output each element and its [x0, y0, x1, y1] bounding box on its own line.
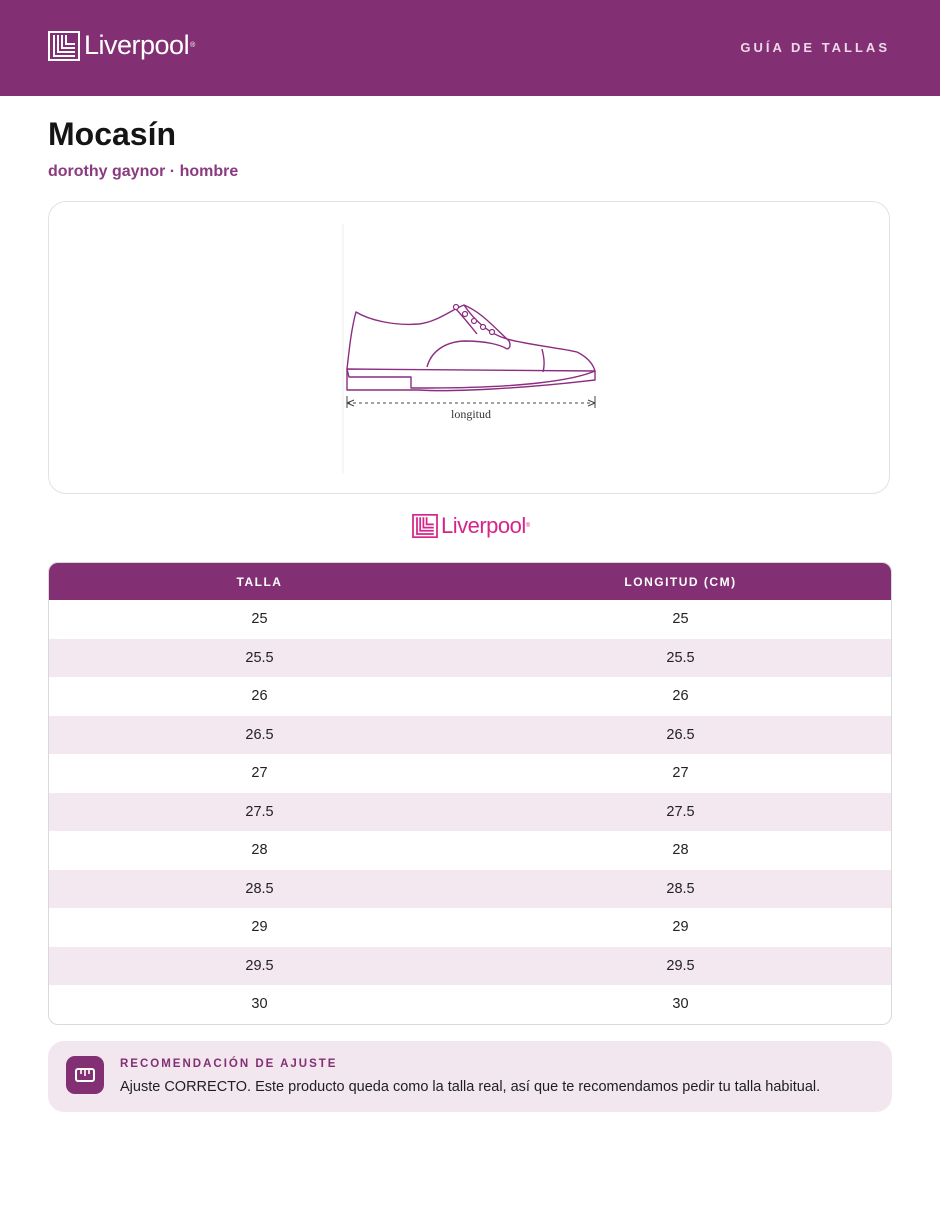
longitud-cell: 25.5: [666, 649, 695, 666]
fit-recommendation-box: [48, 1041, 892, 1112]
longitud-cell: 25: [672, 611, 689, 628]
product-title: Mocasín: [48, 116, 177, 152]
talla-cell: 29.5: [245, 957, 274, 974]
size-table-body: [49, 600, 891, 1024]
longitud-cell: 26.5: [666, 726, 695, 743]
table-row: [49, 985, 891, 1024]
longitud-cell: 26: [672, 688, 689, 705]
product-gender: hombre: [179, 163, 239, 180]
size-table-header: [49, 563, 891, 600]
table-row: [49, 639, 891, 678]
table-row: [49, 600, 891, 639]
longitud-cell: 29: [672, 919, 689, 936]
shoe-outline-icon: [49, 202, 891, 495]
size-guide-link[interactable]: GUÍA DE TALLAS: [740, 40, 890, 55]
talla-cell: 29: [251, 919, 268, 936]
talla-cell: 30: [251, 996, 268, 1013]
talla-cell: 27: [251, 765, 268, 782]
table-row: [49, 754, 891, 793]
longitud-cell: 29.5: [666, 957, 695, 974]
table-row: [49, 793, 891, 832]
column-header-talla: TALLA: [236, 574, 283, 589]
longitud-cell: 27.5: [666, 803, 695, 820]
table-row: [49, 831, 891, 870]
talla-cell: 27.5: [245, 803, 274, 820]
talla-cell: 25.5: [245, 649, 274, 666]
secondary-logo-registered-mark: ®: [525, 523, 531, 529]
table-row: [49, 908, 891, 947]
logo-registered-mark: ®: [190, 42, 196, 49]
longitud-cell: 28.5: [666, 880, 695, 897]
talla-cell: 28.5: [245, 880, 274, 897]
talla-cell: 26.5: [245, 726, 274, 743]
shoe-illustration-card: [48, 201, 890, 494]
table-row: [49, 677, 891, 716]
talla-cell: 28: [251, 842, 268, 859]
liverpool-logo[interactable]: [48, 30, 195, 61]
ruler-icon: [66, 1056, 104, 1094]
table-row: [49, 947, 891, 986]
secondary-logo-wordmark: Liverpool: [441, 513, 526, 538]
subtitle-separator: ·: [165, 163, 180, 180]
fit-recommendation-text: Ajuste CORRECTO. Este producto queda como la talla real, así que te recomendamos pedir tu talla habitual.: [120, 1079, 821, 1095]
logo-wordmark: Liverpool: [84, 30, 190, 60]
product-brand: dorothy gaynor: [48, 163, 166, 180]
length-measure-label: longitud: [450, 407, 492, 421]
table-row: [49, 870, 891, 909]
fit-recommendation-title: RECOMENDACIÓN DE AJUSTE: [120, 1058, 338, 1070]
liverpool-logo-icon: [48, 31, 80, 61]
liverpool-secondary-logo-icon: [412, 514, 438, 538]
top-header-bar: [0, 0, 940, 96]
liverpool-secondary-logo: [412, 513, 530, 539]
longitud-cell: 30: [672, 996, 689, 1013]
table-row: [49, 716, 891, 755]
size-table: [48, 562, 892, 1025]
product-subtitle: [48, 163, 238, 181]
longitud-cell: 28: [672, 842, 689, 859]
column-header-longitud: LONGITUD (CM): [624, 574, 737, 589]
talla-cell: 26: [251, 688, 268, 705]
longitud-cell: 27: [672, 765, 689, 782]
talla-cell: 25: [251, 611, 268, 628]
